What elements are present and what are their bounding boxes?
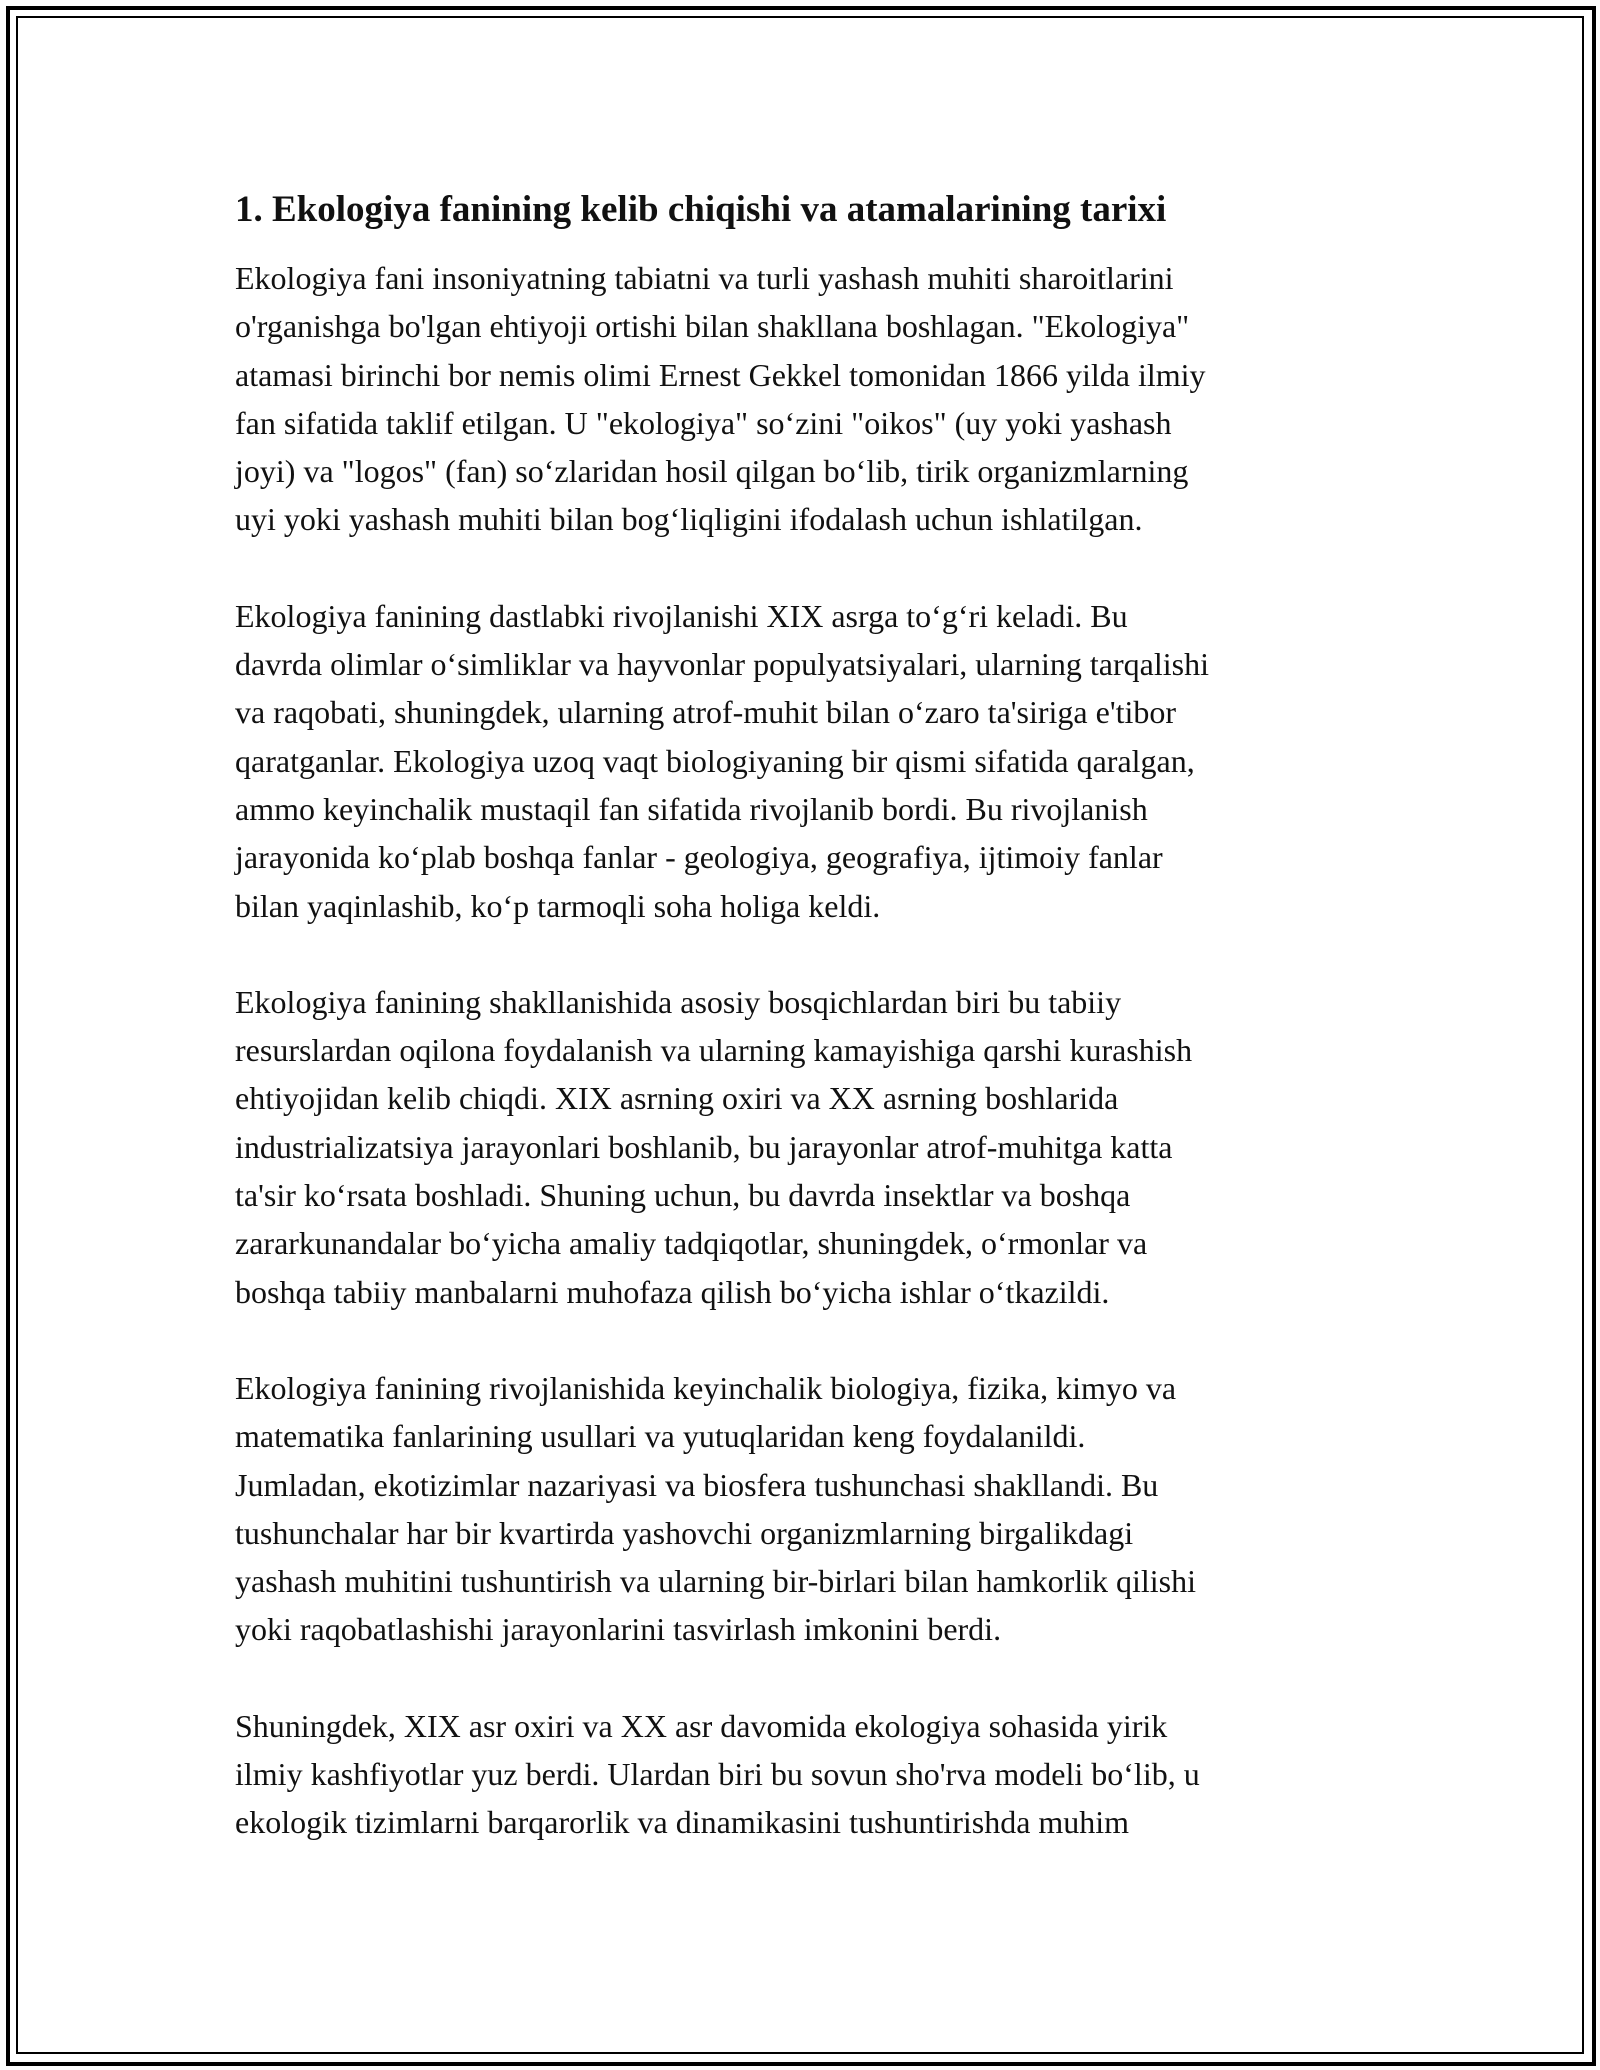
paragraph-line: yashash muhitini tushuntirish va ularning bir-birlari bilan hamkorlik qilishi [235,1563,1197,1600]
paragraph-line: Ekologiya fani insoniyatning tabiatni va turli yashash muhiti sharoitlarini [235,260,1174,296]
document-body [235,184,1375,1895]
paragraph-line: qaratganlar. Ekologiya uzoq vaqt biologiyaning bir qismi sifatida qaralgan, [235,742,1195,779]
paragraph-line: jarayonida koʻplab boshqa fanlar - geologiya, geografiya, ijtimoiy fanlar [235,839,1163,876]
paragraph-3 [235,978,1375,1316]
paragraph-line: Ekologiya fanining rivojlanishida keyinchalik biologiya, fizika, kimyo va [235,1369,1177,1406]
paragraph-line: resurslardan oqilona foydalanish va ularning kamayishiga qarshi kurashish [235,1032,1193,1069]
paragraph-line: tushunchalar har bir kvartirda yashovchi organizmlarning birgalikdagi [235,1514,1134,1551]
paragraph-4 [235,1364,1375,1654]
paragraph-line: o'rganishga bo'lgan ehtiyoji ortishi bilan shakllana boshlagan. "Ekologiya" [235,308,1190,345]
paragraph-line: va raqobati, shuningdek, ularning atrof-muhit bilan oʻzaro ta'siriga e'tibor [235,694,1177,731]
paragraph-line: atamasi birinchi bor nemis olimi Ernest Gekkel tomonidan 1866 yilda ilmiy [235,356,1206,393]
paragraph-2 [235,592,1375,930]
paragraph-line: yoki raqobatlashishi jarayonlarini tasvirlash imkonini berdi. [235,1611,1002,1648]
paragraph-line: Ekologiya fanining dastlabki rivojlanishi XIX asrga toʻgʻri keladi. Bu [235,597,1128,634]
paragraph-line: ta'sir koʻrsata boshladi. Shuning uchun, bu davrda insektlar va boshqa [235,1177,1131,1214]
paragraph-line: uyi yoki yashash muhiti bilan bogʻliqligini ifodalash uchun ishlatilgan. [235,501,1143,538]
paragraph-line: Ekologiya fanining shakllanishida asosiy bosqichlardan biri bu tabiiy [235,983,1122,1020]
paragraph-line: ekologik tizimlarni barqarorlik va dinamikasini tushuntirishda muhim [235,1804,1130,1841]
paragraph-line: zararkunandalar boʻyicha amaliy tadqiqotlar, shuningdek, oʻrmonlar va [235,1225,1148,1262]
paragraph-line: boshqa tabiiy manbalarni muhofaza qilish boʻyicha ishlar oʻtkazildi. [235,1273,1110,1310]
paragraph-line: joyi) va "logos" (fan) soʻzlaridan hosil qilgan boʻlib, tirik organizmlarning [235,453,1189,490]
paragraph-line: ehtiyojidan kelib chiqdi. XIX asrning oxiri va XX asrning boshlarida [235,1080,1119,1117]
paragraph-line: ammo keyinchalik mustaqil fan sifatida rivojlanib bordi. Bu rivojlanish [235,790,1148,827]
paragraph-line: fan sifatida taklif etilgan. U "ekologiya" soʻzini "oikos" (uy yoki yashash [235,404,1172,441]
section-heading: 1. Ekologiya fanining kelib chiqishi va atamalarining tarixi [235,189,1167,230]
paragraph-1 [235,254,1375,544]
paragraph-line: davrda olimlar oʻsimliklar va hayvonlar populyatsiyalari, ularning tarqalishi [235,646,1209,683]
paragraph-line: Jumladan, ekotizimlar nazariyasi va biosfera tushunchasi shakllandi. Bu [235,1466,1159,1503]
paragraph-line: bilan yaqinlashib, koʻp tarmoqli soha holiga keldi. [235,887,881,924]
paragraph-line: matematika fanlarining usullari va yutuqlaridan keng foydalanildi. [235,1418,1086,1455]
paragraph-line: industrializatsiya jarayonlari boshlanib, bu jarayonlar atrof-muhitga katta [235,1128,1173,1165]
paragraph-line: ilmiy kashfiyotlar yuz berdi. Ulardan biri bu sovun sho'rva modeli boʻlib, u [235,1756,1200,1793]
paragraph-line: Shuningdek, XIX asr oxiri va XX asr davomida ekologiya sohasida yirik [235,1707,1168,1744]
paragraph-5 [235,1702,1375,1847]
